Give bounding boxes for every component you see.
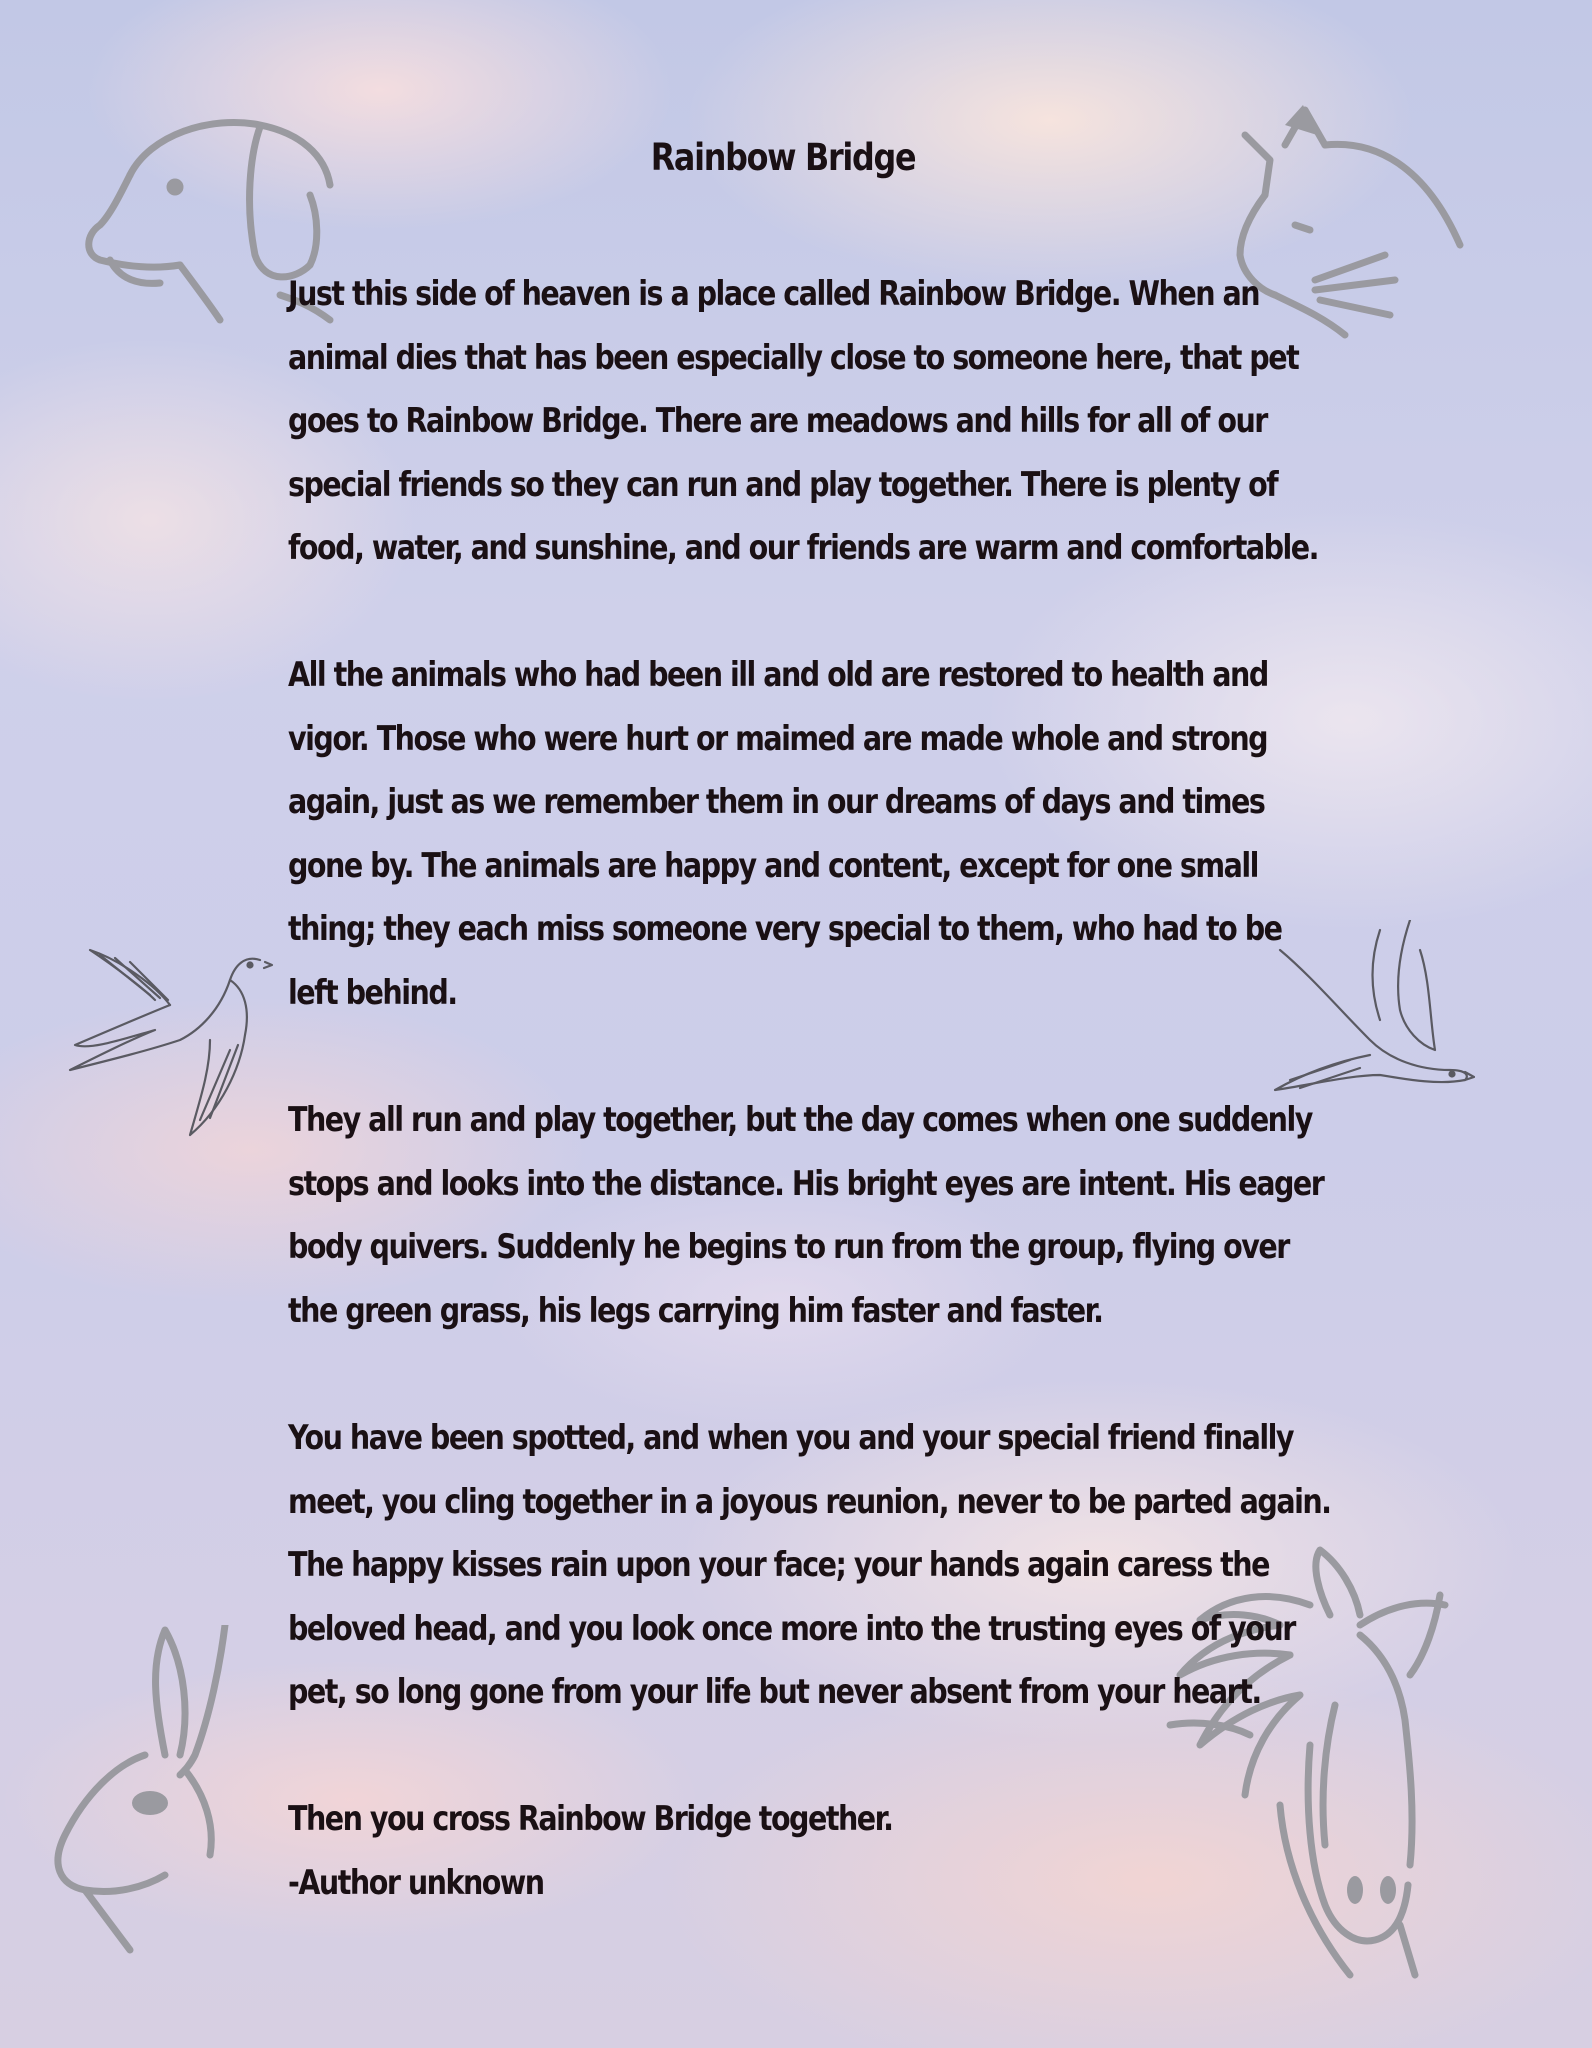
text-line: gone by. The animals are happy and content, except for one small — [288, 845, 1258, 886]
cat-head-icon — [1225, 105, 1465, 350]
text-line: The happy kisses rain upon your face; your hands again caress the — [288, 1545, 1269, 1585]
text-line: All the animals who had been ill and old are restored to health and — [288, 655, 1268, 695]
swallow-right-icon — [1270, 920, 1475, 1110]
paragraph-2 — [288, 644, 1282, 1025]
text-line: vigor. Those who were hurt or maimed are made whole and strong — [288, 718, 1268, 759]
text-line: left behind. — [288, 972, 457, 1013]
text-line: meet, you cling together in a joyous reunion, never to be parted again. — [288, 1481, 1331, 1522]
page-title: Rainbow Bridge — [650, 136, 916, 179]
paragraph-4 — [288, 1407, 1331, 1725]
text-line: You have been spotted, and when you and your special friend finally — [288, 1418, 1294, 1458]
text-line: goes to Rainbow Bridge. There are meadows and hills for all of our — [288, 401, 1267, 441]
text-line: the green grass, his legs carrying him faster and faster. — [288, 1290, 1103, 1331]
text-line: Then you cross Rainbow Bridge together. — [288, 1799, 893, 1839]
swallow-left-icon — [60, 940, 275, 1140]
rabbit-head-icon — [45, 1625, 265, 1955]
paragraph-3 — [288, 1089, 1324, 1343]
text-line: stops and looks into the distance. His bright eyes are intent. His eager — [288, 1163, 1324, 1204]
text-line: beloved head, and you look once more into the trusting eyes of your — [288, 1608, 1295, 1649]
paragraph-1 — [288, 263, 1319, 581]
text-line: thing; they each miss someone very special to them, who had to be — [288, 909, 1282, 949]
text-line: again, just as we remember them in our dreams of days and times — [288, 782, 1265, 822]
text-line: pet, so long gone from your life but never absent from your heart. — [288, 1672, 1261, 1712]
text-line: food, water, and sunshine, and our friends are warm and comfortable. — [288, 528, 1319, 568]
text-line: Just this side of heaven is a place called Rainbow Bridge. When an — [288, 274, 1260, 314]
text-line: special friends so they can run and play together. There is plenty of — [288, 464, 1278, 505]
author-credit: -Author unknown — [288, 1862, 544, 1903]
text-line: animal dies that has been especially close to someone here, that pet — [288, 337, 1299, 378]
closing-paragraph — [288, 1788, 1254, 1915]
text-line: They all run and play together, but the day comes when one suddenly — [288, 1100, 1312, 1140]
text-line: body quivers. Suddenly he begins to run from the group, flying over — [288, 1227, 1289, 1267]
